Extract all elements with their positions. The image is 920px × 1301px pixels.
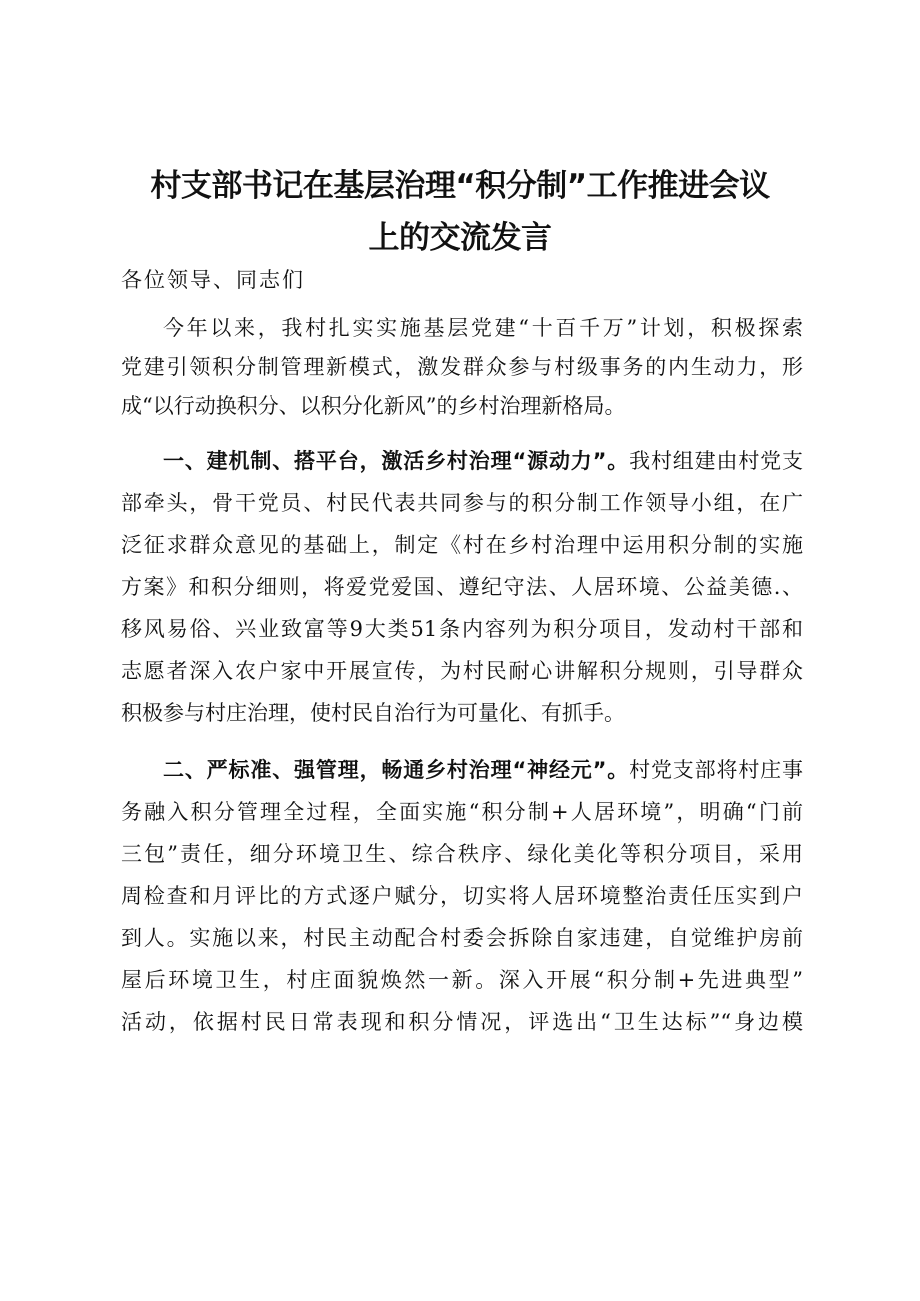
section2-line: 周检查和月评比的方式逐户赋分，切实将人居环境整治责任压实到户: [121, 884, 803, 908]
salutation: 各位领导、同志们: [121, 268, 305, 292]
section1-line: 移风易俗、兴业致富等9大类51条内容列为积分项目，发动村干部和: [121, 617, 803, 641]
section1-line: 部牵头，骨干党员、村民代表共同参与的积分制工作领导小组，在广: [121, 491, 803, 515]
section1-line: 积极参与村庄治理，使村民自治行为可量化、有抓手。: [121, 701, 625, 725]
section2-line: 三包”责任，细分环境卫生、综合秩序、绿化美化等积分项目，采用: [121, 842, 803, 866]
section2-line: 到人。实施以来，村民主动配合村委会拆除自家违建，自觉维护房前: [121, 926, 803, 950]
section2-first-line: [163, 752, 803, 788]
section2-line: 活动，依据村民日常表现和积分情况，评选出“卫生达标”“身边模: [121, 1010, 803, 1034]
intro-line-2: 党建引领积分制管理新模式，激发群众参与村级事务的内生动力，形: [121, 355, 803, 379]
document-title-line-1: 村支部书记在基层治理“积分制”工作推进会议: [150, 168, 770, 204]
section2-line: 务融入积分管理全过程，全面实施“积分制+人居环境”，明确“门前: [121, 800, 803, 824]
intro-line-3: 成“以行动换积分、以积分化新风”的乡村治理新格局。: [121, 394, 626, 418]
section1-first-line: [163, 443, 803, 479]
section1-line: 方案》和积分细则，将爱党爱国、遵纪守法、人居环境、公益美德.、: [121, 575, 803, 599]
section1-heading: 一、建机制、搭平台，激活乡村治理“源动力”。: [163, 449, 630, 473]
section2-heading: 二、严标准、强管理，畅通乡村治理“神经元”。: [163, 758, 630, 782]
section1-line: 泛征求群众意见的基础上，制定《村在乡村治理中运用积分制的实施: [121, 533, 803, 557]
section2-line: 屋后环境卫生，村庄面貌焕然一新。深入开展“积分制+先进典型”: [121, 968, 803, 992]
section1-line: 志愿者深入农户家中开展宣传，为村民耐心讲解积分规则，引导群众: [121, 659, 803, 683]
document-title-line-2: 上的交流发言: [368, 220, 552, 256]
section2-first-line-rest: 村党支部将村庄事: [629, 758, 803, 782]
section1-first-line-rest: 我村组建由村党支: [629, 449, 803, 473]
intro-line-1: 今年以来，我村扎实实施基层党建“十百千万”计划，积极探索: [163, 316, 803, 340]
